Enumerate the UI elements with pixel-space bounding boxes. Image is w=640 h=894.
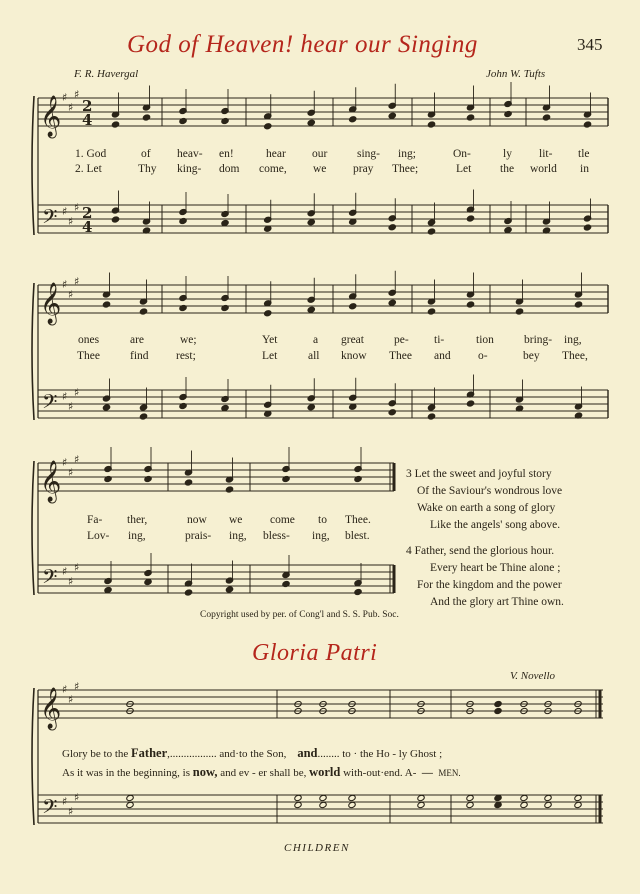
time-signature: 4 (82, 218, 93, 236)
system-1-verse-1 (0, 148, 640, 162)
note-head (427, 308, 435, 315)
lyric: ti- (434, 334, 445, 346)
note-head (179, 117, 187, 124)
note-head (102, 301, 110, 308)
note-head (504, 110, 512, 117)
note-head (126, 794, 134, 801)
lyric: o- (478, 350, 488, 362)
lyric: and (434, 350, 451, 362)
lyric: rest; (176, 350, 196, 362)
note-head (388, 224, 396, 231)
sharp-sign: ♯ (74, 88, 80, 101)
note-head (307, 119, 315, 126)
note-head (104, 586, 112, 593)
lyric: ing, (564, 334, 582, 346)
lyric: know (341, 350, 367, 362)
note-head (282, 475, 290, 482)
lyric: now (187, 514, 207, 526)
lyric: great (341, 334, 364, 346)
note-head (221, 117, 229, 124)
note-head (179, 217, 187, 224)
note-head (184, 479, 192, 486)
system-2-verse-2 (0, 350, 640, 364)
time-signature: 2 (82, 204, 93, 222)
lyric: Thee; (392, 163, 419, 175)
note-head (349, 303, 357, 310)
verse-line: And the glory art Thine own. (430, 596, 564, 608)
lyric: ones (78, 334, 100, 346)
note-head (142, 114, 150, 121)
treble-clef: 𝄞 (40, 688, 62, 729)
note-head (225, 586, 233, 593)
bass-clef: 𝄢 (42, 795, 58, 823)
verse-line: For the kingdom and the power (417, 579, 562, 591)
system-brace (32, 461, 34, 595)
note-head (388, 409, 396, 416)
lyric: bring- (524, 334, 553, 346)
system-3-verse-1 (0, 514, 400, 528)
note-head (144, 578, 152, 585)
lyric: our (312, 148, 328, 160)
composer-credit: John W. Tufts (486, 68, 546, 80)
sharp-sign: ♯ (68, 215, 74, 228)
sharp-sign: ♯ (68, 101, 74, 114)
system-2-verse-1 (0, 334, 640, 348)
note-head (349, 116, 357, 123)
lyric: 2. Let (75, 163, 102, 175)
sharp-sign: ♯ (74, 791, 80, 804)
lyric: ther, (127, 514, 148, 526)
lyric: ing; (398, 148, 416, 160)
lyric: MEN. (438, 768, 461, 778)
sharp-sign: ♯ (68, 805, 74, 818)
lyric: Thee (389, 350, 412, 362)
note-head (574, 801, 582, 808)
sharp-sign: ♯ (74, 201, 80, 214)
note-head (104, 475, 112, 482)
note-head (494, 801, 502, 808)
gloria-composer: V. Novello (510, 670, 556, 682)
treble-clef: 𝄞 (40, 283, 62, 324)
page-number: 345 (577, 35, 603, 54)
note-head (139, 413, 147, 420)
lyric: king- (177, 163, 202, 175)
lyric: Lov- (87, 530, 110, 542)
sharp-sign: ♯ (62, 91, 68, 104)
note-head (264, 310, 272, 317)
note-head (466, 215, 474, 222)
verse-line: Wake on earth a song of glory (417, 502, 556, 514)
lyric: sing- (357, 148, 380, 160)
note-head (144, 475, 152, 482)
note-head (294, 794, 302, 801)
lyric: Fa- (87, 514, 103, 526)
note-head (126, 801, 134, 808)
note-head (466, 794, 474, 801)
note-head (282, 580, 290, 587)
lyric: heav- (177, 148, 203, 160)
note-head (574, 794, 582, 801)
time-signature: 2 (82, 97, 93, 115)
note-head (307, 219, 315, 226)
verse-3 (406, 466, 562, 534)
lyric: pray (353, 163, 374, 175)
bass-clef: 𝄢 (42, 565, 58, 593)
note-head (179, 402, 187, 409)
treble-clef: 𝄞 (40, 461, 62, 502)
lyric: lit- (539, 148, 553, 160)
verse-number: 4 (406, 545, 412, 557)
note-head (307, 306, 315, 313)
lyric: Yet (262, 334, 278, 346)
note-head (319, 794, 327, 801)
lyric: Thee, (562, 350, 588, 362)
note-head (294, 801, 302, 808)
lyric: in (580, 163, 589, 175)
lyric: ,................. and·to the Son, (167, 748, 287, 760)
lyric: en! (219, 148, 234, 160)
note-head (583, 224, 591, 231)
sharp-sign: ♯ (74, 680, 80, 693)
verse-line: Let the sweet and joyful story (414, 468, 552, 480)
lyric: hear (266, 148, 286, 160)
note-head (520, 794, 528, 801)
note-head (319, 801, 327, 808)
note-head (388, 112, 396, 119)
lyric: tle (578, 148, 590, 160)
note-head (221, 304, 229, 311)
system-brace (32, 688, 34, 825)
note-head (111, 121, 119, 128)
treble-clef: 𝄞 (40, 96, 62, 137)
note-head (520, 801, 528, 808)
sharp-sign: ♯ (62, 205, 68, 218)
lyric: now, (192, 765, 218, 779)
sharp-sign: ♯ (68, 466, 74, 479)
lyric: blest. (345, 530, 370, 542)
gloria-line-1 (62, 746, 442, 761)
lyric: and (297, 746, 318, 760)
lyric: pe- (394, 334, 409, 346)
lyric: a (313, 334, 319, 346)
page-footer: CHILDREN (284, 842, 350, 854)
lyric: find (130, 350, 149, 362)
lyric: with-out·end. A- (340, 767, 417, 779)
sharp-sign: ♯ (68, 693, 74, 706)
lyric: we (313, 163, 327, 175)
gloria-line-2: As it was in the beginning, is now, and ev - er shall be, world with-out·end. A- — MEN. (62, 765, 461, 779)
note-head (102, 404, 110, 411)
sharp-sign: ♯ (68, 288, 74, 301)
lyric: we (229, 514, 243, 526)
author-credit: F. R. Havergal (74, 68, 139, 80)
lyric: prais- (185, 530, 212, 542)
note-head (417, 801, 425, 808)
lyric: we; (180, 334, 197, 346)
note-head (466, 114, 474, 121)
sharp-sign: ♯ (74, 275, 80, 288)
note-head (221, 404, 229, 411)
time-signature: 4 (82, 111, 93, 129)
lyric: Glory be to the (62, 748, 132, 760)
note-head (354, 588, 362, 595)
sharp-sign: ♯ (62, 278, 68, 291)
note-head (307, 404, 315, 411)
note-head (504, 226, 512, 233)
lyric: come (270, 514, 295, 526)
lyric: the (500, 163, 515, 175)
sharp-sign: ♯ (62, 565, 68, 578)
lyric: dom (219, 163, 240, 175)
note-head (179, 304, 187, 311)
lyric: tion (476, 334, 494, 346)
note-head (264, 123, 272, 130)
lyric: As it was in the beginning, is (62, 767, 193, 779)
note-head (427, 228, 435, 235)
verse-4 (406, 543, 564, 611)
note-head (225, 486, 233, 493)
lyric: ly (503, 148, 512, 160)
verse-number: 3 (406, 468, 412, 480)
verse-line: Every heart be Thine alone ; (430, 562, 561, 574)
lyric: 1. God (75, 148, 107, 160)
sharp-sign: ♯ (74, 453, 80, 466)
sharp-sign: ♯ (68, 575, 74, 588)
note-head (427, 121, 435, 128)
note-head (348, 801, 356, 808)
note-head (354, 475, 362, 482)
sharp-sign: ♯ (62, 456, 68, 469)
sharp-sign: ♯ (62, 390, 68, 403)
note-head (466, 801, 474, 808)
lyric: ........ to · the Ho - ly Ghost ; (317, 748, 443, 760)
note-head (542, 114, 550, 121)
note-head (427, 413, 435, 420)
note-head (544, 801, 552, 808)
note-head (544, 794, 552, 801)
lyric: Thy (138, 163, 157, 175)
note-head (111, 216, 119, 223)
sharp-sign: ♯ (74, 561, 80, 574)
note-head (388, 299, 396, 306)
lyric: ing, (312, 530, 330, 542)
note-head (494, 794, 502, 801)
sharp-sign: ♯ (62, 795, 68, 808)
bass-clef: 𝄢 (42, 390, 58, 418)
lyric: Thee. (345, 514, 371, 526)
hymn-title: God of Heaven! hear our Singing (127, 31, 478, 58)
lyric: all (308, 350, 320, 362)
note-head (494, 700, 502, 707)
sharp-sign: ♯ (62, 683, 68, 696)
note-head (583, 121, 591, 128)
lyric: are (130, 334, 145, 346)
gloria-title: Gloria Patri (252, 640, 378, 666)
sharp-sign: ♯ (68, 400, 74, 413)
lyric: come, (259, 163, 287, 175)
note-head (417, 794, 425, 801)
lyric: to (318, 514, 327, 526)
lyric: world (530, 163, 557, 175)
note-head (515, 308, 523, 315)
lyric: ing, (229, 530, 247, 542)
bass-clef: 𝄢 (42, 205, 58, 233)
lyric: Thee (77, 350, 100, 362)
lyric: of (141, 148, 151, 160)
note-head (221, 219, 229, 226)
lyric: and ev - er shall be, (217, 767, 307, 779)
verse-line: Of the Saviour's wondrous love (417, 485, 563, 497)
note-head (139, 308, 147, 315)
lyric: bey (523, 350, 540, 362)
note-head (494, 707, 502, 714)
lyric: Let (456, 163, 472, 175)
note-head (348, 794, 356, 801)
lyric: bless- (263, 530, 290, 542)
lyric: world (309, 765, 341, 779)
lyric: On- (453, 148, 471, 160)
note-head (466, 400, 474, 407)
sharp-sign: ♯ (74, 386, 80, 399)
lyric: Father (131, 746, 168, 760)
system-3-verse-2 (0, 530, 400, 544)
system-1-verse-2 (0, 163, 640, 177)
copyright-notice: Copyright used by per. of Cong'l and S. S. Pub. Soc. (200, 610, 399, 620)
note-head (184, 589, 192, 596)
verse-line: Father, send the glorious hour. (414, 545, 555, 557)
lyric: ing, (128, 530, 146, 542)
lyric: Let (262, 350, 278, 362)
note-head (466, 301, 474, 308)
verse-line: Like the angels' song above. (430, 519, 561, 531)
note-head (574, 301, 582, 308)
